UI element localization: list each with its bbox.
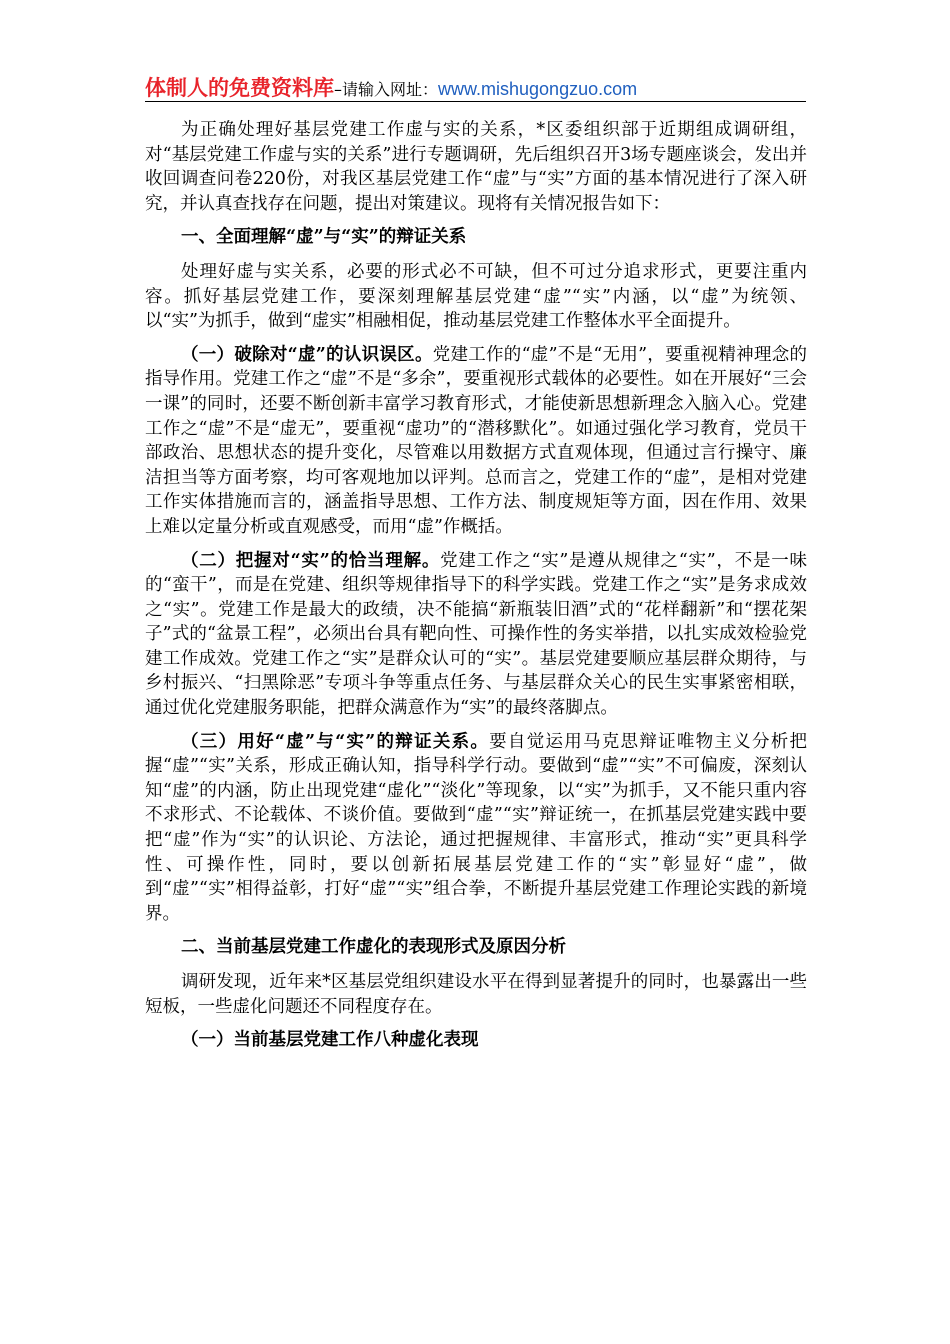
header-divider xyxy=(145,101,806,102)
section-1-paragraph: 处理好虚与实关系，必要的形式必不可缺，但不可过分追求形式，更要注重内容。抓好基层党建工作，要深刻理解基层党建“虚”“实”内涵，以“虚”为统领、以“实”为抓手，做到“虚实”相融相促，推动基层党建工作整体水平全面提升。 xyxy=(145,261,807,332)
section-2-heading: 二、当前基层党建工作虚化的表现形式及原因分析 xyxy=(181,937,566,958)
section-2-subheading: （一）当前基层党建工作八种虚化表现 xyxy=(181,1030,479,1051)
item-3-text: 要自觉运用马克思辩证唯物主义分析把握“虚”“实”关系，形成正确认知，指导科学行动。要做到“虚”“实”不可偏废，深刻认知“虚”的内涵，防止出现党建“虚化”“淡化”等现象，以“实”为抓手，又不能只重内容不求形式、不论载体、不谈价值。要做到“虚”“实”辩证统一，在抓基层党建实践中要把“虚”作为“实”的认识论、方法论，通过把握规律、丰富形式，推动“实”更具科学性、可操作性，同时，要以创新拓展基层党建工作的“实”彰显好“虚”，做到“虚”“实”相得益彰，打好“虚”“实”组合拳，不断提升基层党建工作理论实践的新境界。 xyxy=(145,731,808,924)
item-3-lead: （三）用好“虚”与“实”的辩证关系。 xyxy=(181,731,490,752)
item-1-text: 党建工作的“虚”不是“无用”，要重视精神理念的指导作用。党建工作之“虚”不是“多余”，要重视形式载体的必要性。如在开展好“三会一课”的同时，还要不断创新丰富学习教育形式，才能使新思想新理念入脑入心。党建工作之“虚”不是“虚无”，要重视“虚功”的“潜移默化”。如通过强化学习教育，党员干部政治、思想状态的提升变化，尽管难以用数据方式直观体现，但通过言行操守、廉洁担当等方面考察，均可客观地加以评判。总而言之，党建工作的“虚”，是相对党建工作实体措施而言的，涵盖指导思想、工作方法、制度规矩等方面，因在作用、效果上难以定量分析或直观感受，而用“虚”作概括。 xyxy=(145,344,807,537)
intro-paragraph: 为正确处理好基层党建工作虚与实的关系，*区委组织部于近期组成调研组，对“基层党建工作虚与实的关系”进行专题调研，先后组织召开3场专题座谈会，发出并收回调查问卷220份，对我区基层党建工作“虚”与“实”方面的基本情况进行了深入研究，并认真查找存在问题，提出对策建议。现将有关情况报告如下： xyxy=(145,120,807,214)
section-2-paragraph: 调研发现，近年来*区基层党组织建设水平在得到显著提升的同时，也暴露出一些短板，一些虚化问题还不同程度存在。 xyxy=(145,972,807,1017)
item-2-text: 党建工作之“实”是遵从规律之“实”，不是一味的“蛮干”，而是在党建、组织等规律指导下的科学实践。党建工作之“实”是务求成效之“实”。党建工作是最大的政绩，决不能搞“新瓶装旧酒”式的“花样翻新”和“摆花架子”式的“盆景工程”，必须出台具有靶向性、可操作性的务实举措，以扎实成效检验党建工作成效。党建工作之“实”是群众认可的“实”。基层党建要顺应基层群众期待，与乡村振兴、“扫黑除恶”专项斗争等重点任务、与基层群众关心的民生实事紧密相联，通过优化党建服务职能，把群众满意作为“实”的最终落脚点。 xyxy=(145,550,807,719)
section-1-item-1 xyxy=(145,343,807,540)
page-header xyxy=(145,72,805,102)
document-body xyxy=(145,118,807,1063)
item-2-lead: （二）把握对“实”的恰当理解。 xyxy=(181,550,441,571)
header-hint: –请输入网址： xyxy=(334,80,439,99)
section-1-item-2 xyxy=(145,549,807,721)
brand-title: 体制人的免费资料库 xyxy=(145,76,334,100)
item-1-lead: （一）破除对“虚”的认识误区。 xyxy=(181,344,433,365)
section-1-heading: 一、全面理解“虚”与“实”的辩证关系 xyxy=(181,227,467,248)
website-link[interactable]: www.mishugongzuo.com xyxy=(438,79,638,99)
section-1-item-3 xyxy=(145,730,807,927)
